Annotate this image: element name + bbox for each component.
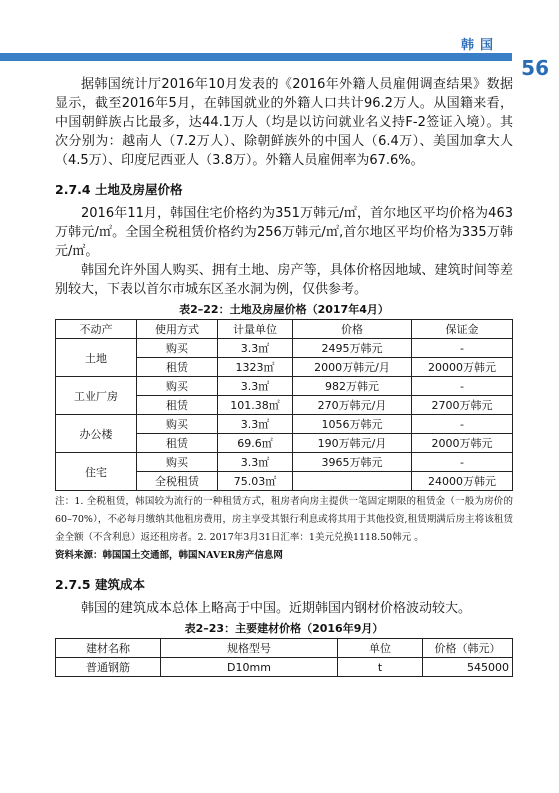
unit-cell: 3.3㎡: [218, 453, 293, 472]
section-title: 韩国: [460, 38, 499, 53]
col-header-unit: 计量单位: [218, 320, 293, 339]
deposit-cell: 2000万韩元: [412, 434, 513, 453]
col-header-material: 建材名称: [56, 639, 161, 658]
table-note: 注：1. 全税租赁，韩国较为流行的一种租赁方式，租房者向房主提供一笔固定期限的租赁金（一般为房价的60–70%），不必每月缴纳其他租房费用，房主享受其银行利息或将其用于其他投资,租赁期满后房主将该租赁金全额（不含利息）返还租房者。2. 2017年3月31日汇率：1美元兑换1118.50韩元 。: [55, 496, 513, 543]
property-type: 住宅: [56, 453, 137, 491]
table-caption-materials: 表2–23：主要建材价格（2016年9月）: [184, 622, 384, 635]
unit-cell: 3.3㎡: [218, 377, 293, 396]
usage-cell: 购买: [137, 377, 218, 396]
deposit-cell: -: [412, 453, 513, 472]
header-bar: [0, 53, 512, 61]
property-type: 土地: [56, 339, 137, 377]
unit-cell: 69.6㎡: [218, 434, 293, 453]
price-cell: [293, 472, 412, 491]
col-header-price: 价格（韩元）: [423, 639, 513, 658]
price-cell: 982万韩元: [293, 377, 412, 396]
price-cell: 3965万韩元: [293, 453, 412, 472]
property-type: 工业厂房: [56, 377, 137, 415]
usage-cell: 租赁: [137, 396, 218, 415]
table-row: [56, 339, 513, 358]
usage-cell: 购买: [137, 339, 218, 358]
unit-cell: 1323㎡: [218, 358, 293, 377]
table-header-row: [56, 639, 513, 658]
section-heading-construction-cost: 2.7.5 建筑成本: [55, 577, 145, 592]
unit-cell: 3.3㎡: [218, 415, 293, 434]
page-content: [55, 75, 513, 677]
table-header-row: [56, 320, 513, 339]
paragraph-construction-cost: 韩国的建筑成本总体上略高于中国。近期韩国内钢材价格波动较大。: [81, 601, 472, 616]
material-spec: D10mm: [161, 658, 338, 677]
deposit-cell: -: [412, 339, 513, 358]
materials-price-table: [55, 638, 513, 677]
unit-cell: 75.03㎡: [218, 472, 293, 491]
price-cell: 190万韩元/月: [293, 434, 412, 453]
usage-cell: 购买: [137, 415, 218, 434]
price-cell: 1056万韩元: [293, 415, 412, 434]
deposit-cell: 2700万韩元: [412, 396, 513, 415]
col-header-price: 价格: [293, 320, 412, 339]
unit-cell: 101.38㎡: [218, 396, 293, 415]
col-header-property: 不动产: [56, 320, 137, 339]
usage-cell: 购买: [137, 453, 218, 472]
data-source: 资料来源：韩国国土交通部，韩国NAVER房产信息网: [55, 550, 283, 561]
table-row: [56, 453, 513, 472]
paragraph-housing-price: 2016年11月，韩国住宅价格约为351万韩元/㎡，首尔地区平均价格为463万韩元/㎡。全国全税租赁价格约为256万韩元/㎡,首尔地区平均价格为335万韩元/㎡。: [55, 206, 513, 259]
unit-cell: 3.3㎡: [218, 339, 293, 358]
col-header-usage: 使用方式: [137, 320, 218, 339]
deposit-cell: 20000万韩元: [412, 358, 513, 377]
paragraph-foreign-workers: 据韩国统计厅2016年10月发表的《2016年外籍人员雇佣调查结果》数据显示，截至2016年5月，在韩国就业的外籍人口共计96.2万人。从国籍来看，中国朝鲜族占比最多，达44.1万人（均是以访问就业名义持F-2签证入境）。其次分别为：越南人（7.2万人）、除朝鲜族外的中国人（6.4万）、美国加拿大人（4.5万）、印度尼西亚人（3.8万）。外籍人员雇佣率为67.6%。: [55, 77, 513, 168]
land-price-table: [55, 319, 513, 491]
deposit-cell: 24000万韩元: [412, 472, 513, 491]
table-row: [56, 377, 513, 396]
price-cell: 2495万韩元: [293, 339, 412, 358]
deposit-cell: -: [412, 415, 513, 434]
col-header-deposit: 保证金: [412, 320, 513, 339]
usage-cell: 租赁: [137, 358, 218, 377]
material-unit: t: [338, 658, 423, 677]
material-price: 545000: [423, 658, 513, 677]
table-row: [56, 415, 513, 434]
deposit-cell: -: [412, 377, 513, 396]
table-row: [56, 658, 513, 677]
section-heading-land-price: 2.7.4 土地及房屋价格: [55, 182, 183, 197]
usage-cell: 全税租赁: [137, 472, 218, 491]
table-caption-land: 表2–22：土地及房屋价格（2017年4月）: [179, 303, 389, 316]
col-header-spec: 规格型号: [161, 639, 338, 658]
price-cell: 2000万韩元/月: [293, 358, 412, 377]
property-type: 办公楼: [56, 415, 137, 453]
col-header-unit: 单位: [338, 639, 423, 658]
page-number: 56: [521, 56, 549, 80]
price-cell: 270万韩元/月: [293, 396, 412, 415]
material-name: 普通钢筋: [56, 658, 161, 677]
usage-cell: 租赁: [137, 434, 218, 453]
paragraph-foreign-ownership: 韩国允许外国人购买、拥有土地、房产等，具体价格因地域、建筑时间等差别较大，下表以首尔市城东区圣水洞为例，仅供参考。: [55, 263, 513, 297]
